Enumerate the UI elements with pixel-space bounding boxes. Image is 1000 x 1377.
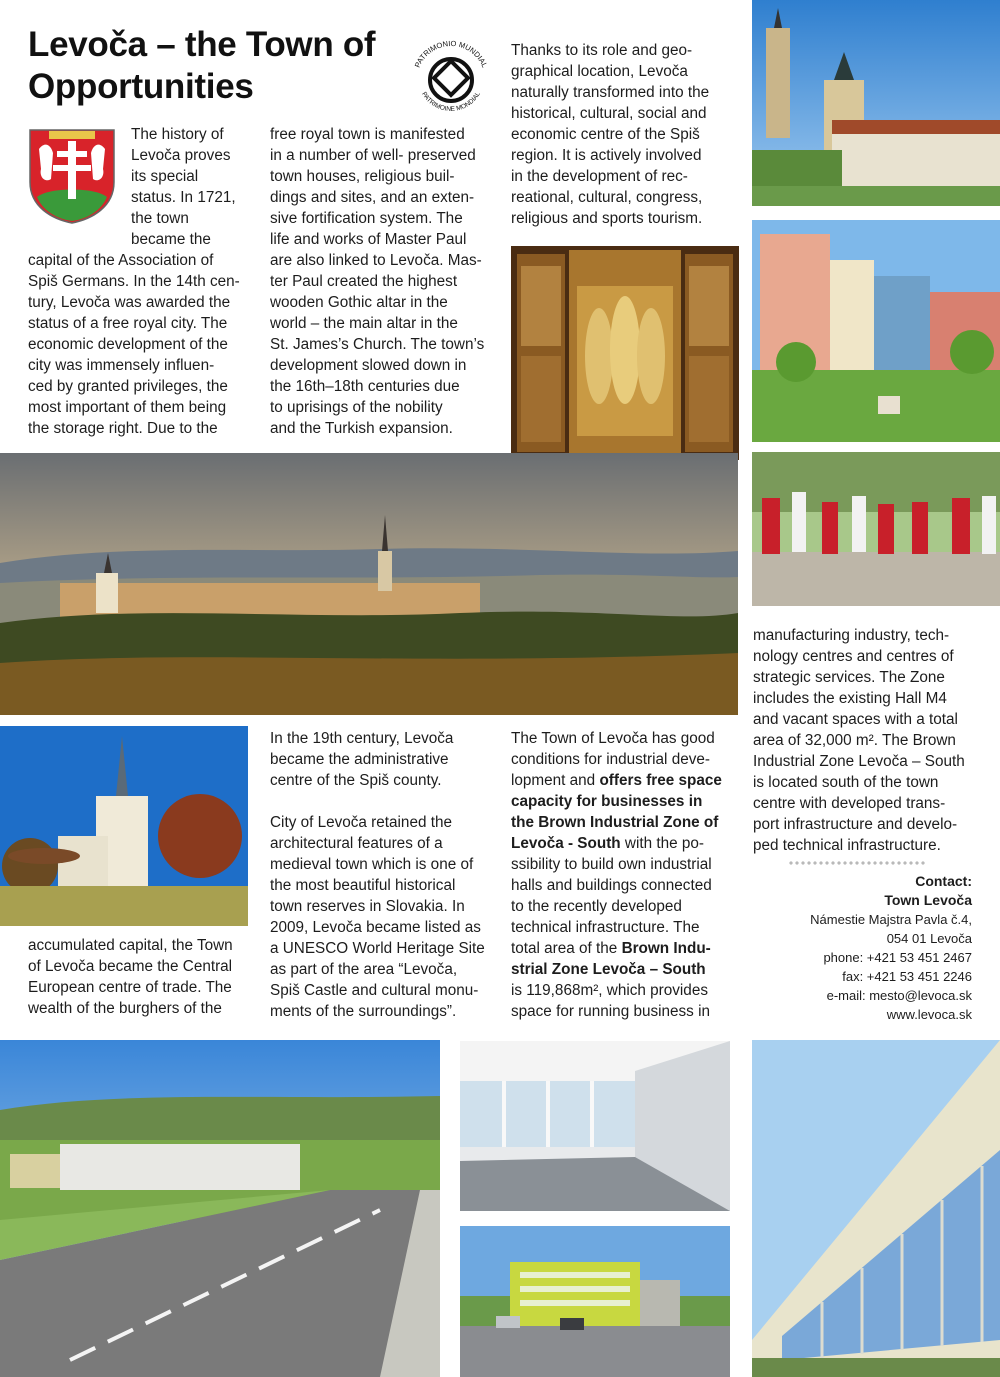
text-line: Spiš Castle and cultural monu- [270, 982, 479, 999]
contact-address-line2: 054 01 Levoča [886, 931, 972, 946]
col2-bottom-b [270, 812, 500, 1022]
text-line: reational, cultural, congress, [511, 189, 703, 206]
text-line: became the [131, 231, 211, 248]
text-line: in a number of well- preserved [270, 147, 476, 164]
town-square-houses-photo [752, 220, 1000, 442]
contact-website[interactable]: www.levoca.sk [886, 1007, 972, 1022]
text-line: ced by granted privileges, the [28, 378, 228, 395]
text-line: City of Levoča retained the [270, 814, 452, 831]
text-line: wooden Gothic altar in the [270, 294, 448, 311]
text-line: accumulated capital, the Town [28, 937, 233, 954]
text-line [511, 959, 743, 980]
text-line: status of a free royal city. The [28, 315, 228, 332]
contact-label: Contact: [915, 873, 972, 889]
text-line: to uprisings of the nobility [270, 399, 443, 416]
folk-dancers-photo [752, 452, 1000, 606]
empty-hall-interior-photo [460, 1041, 730, 1211]
text-line: economic centre of the Spiš [511, 126, 700, 143]
text-line: centre of the Spiš county. [270, 772, 442, 789]
contact-organization: Town Levoča [884, 892, 972, 908]
text-line: wealth of the burghers of the [28, 1000, 222, 1017]
col1-bottom [28, 935, 260, 1019]
text-line: free royal town is manifested [270, 126, 465, 143]
text-span: total area of the [511, 940, 622, 957]
dotted-divider [788, 860, 926, 866]
text-line: is 119,868m², which provides [511, 982, 708, 999]
text-line: region. It is actively involved [511, 147, 702, 164]
text-line: Thanks to its role and geo- [511, 42, 693, 59]
text-line: area of 32,000 m². The Brown [753, 732, 956, 749]
levoca-panorama-photo [0, 453, 738, 715]
text-line: nology centres and centres of [753, 648, 954, 665]
contact-fax: fax: +421 53 451 2246 [842, 969, 972, 984]
glass-hall-facade-photo [752, 1040, 1000, 1377]
col3-top [511, 40, 741, 229]
levoca-coat-of-arms [27, 127, 117, 225]
text-line: are also linked to Levoča. Mas- [270, 252, 482, 269]
text-line: became the administrative [270, 751, 449, 768]
text-line: architectural features of a [270, 835, 443, 852]
col1-top-indented [131, 124, 251, 250]
bold-span: capacity for businesses in [511, 793, 703, 810]
text-line: medieval town which is one of [270, 856, 474, 873]
text-line: In the 19th century, Levoča [270, 730, 454, 747]
text-line: religious and sports tourism. [511, 210, 703, 227]
industrial-zone-road-photo [0, 1040, 440, 1377]
text-line: life and works of Master Paul [270, 231, 467, 248]
page-title: Levoča – the Town of Opportunities [28, 25, 376, 106]
col3-bottom [511, 728, 743, 1022]
text-span: lopment and [511, 772, 600, 789]
text-line: to the recently developed [511, 898, 682, 915]
text-line: of Levoča became the Central [28, 958, 233, 975]
contact-block [732, 872, 972, 1024]
text-line: dings and sites, and an exten- [270, 189, 475, 206]
text-line: and vacant spaces with a total [753, 711, 958, 728]
bold-span: Levoča - South [511, 835, 621, 852]
text-line: strategic services. The Zone [753, 669, 945, 686]
text-line: Spiš Germans. In the 14th cen- [28, 273, 240, 290]
bold-span: the Brown Industrial Zone of [511, 814, 719, 831]
text-line: port infrastructure and develo- [753, 816, 958, 833]
unesco-top-text: PATRIMONIO MUNDIAL [412, 38, 490, 69]
text-line: town reserves in Slovakia. In [270, 898, 465, 915]
text-line: tury, Levoča was awarded the [28, 294, 231, 311]
text-line [511, 812, 743, 833]
text-line: most important of them being [28, 399, 227, 416]
text-line: graphical location, Levoča [511, 63, 688, 80]
unesco-bottom-text: PATRIMOINE MONDIAL [420, 90, 482, 114]
contact-address-line1: Námestie Majstra Pavla č.4, [810, 912, 972, 927]
text-line: world – the main altar in the [270, 315, 458, 332]
text-line [511, 770, 743, 791]
basilica-photo [0, 726, 248, 926]
text-line: ments of the surroundings”. [270, 1003, 457, 1020]
svg-text:PATRIMONIO MUNDIAL [413, 39, 490, 69]
text-line: and the Turkish expansion. [270, 420, 453, 437]
gothic-altar-photo [511, 246, 739, 460]
text-line: economic development of the [28, 336, 228, 353]
col2-top [270, 124, 500, 439]
text-line: Levoča proves [131, 147, 231, 164]
col4-mid [753, 625, 983, 856]
text-line: sive fortification system. The [270, 210, 463, 227]
text-line: ssibility to build own industrial [511, 856, 712, 873]
text-line: status. In 1721, [131, 189, 236, 206]
text-line: technical infrastructure. The [511, 919, 700, 936]
text-line: ped technical infrastructure. [753, 837, 941, 854]
text-line: historical, cultural, social and [511, 105, 707, 122]
bold-span: strial Zone Levoča – South [511, 961, 706, 978]
text-line: centre with developed trans- [753, 795, 946, 812]
text-line: its special [131, 168, 199, 185]
text-line [511, 791, 743, 812]
text-line: city was immensely influen- [28, 357, 215, 374]
text-line: the town [131, 210, 189, 227]
text-line: in the development of rec- [511, 168, 688, 185]
text-span: with the po- [620, 835, 704, 852]
st-james-church-photo [752, 0, 1000, 206]
contact-email[interactable]: e-mail: mesto@levoca.sk [826, 988, 972, 1003]
text-line: manufacturing industry, tech- [753, 627, 950, 644]
text-line: naturally transformed into the [511, 84, 710, 101]
text-line [511, 833, 743, 854]
text-line: the storage right. Due to the [28, 420, 218, 437]
text-line: halls and buildings connected [511, 877, 712, 894]
text-line: a UNESCO World Heritage Site [270, 940, 485, 957]
bold-span: offers free space [599, 772, 722, 789]
text-line [511, 938, 743, 959]
col2-bottom-a [270, 728, 500, 791]
text-line: European centre of trade. The [28, 979, 232, 996]
text-line: The history of [131, 126, 224, 143]
text-line: development slowed down in [270, 357, 467, 374]
text-line: is located south of the town [753, 774, 939, 791]
text-line: capital of the Association of [28, 252, 214, 269]
text-line: the most beautiful historical [270, 877, 456, 894]
text-line: Industrial Zone Levoča – South [753, 753, 965, 770]
text-line: as part of the area “Levoča, [270, 961, 458, 978]
text-line: St. James’s Church. The town’s [270, 336, 485, 353]
bold-span: Brown Indu- [621, 940, 711, 957]
col1-top-rest [28, 250, 258, 439]
text-line: the 16th–18th centuries due [270, 378, 460, 395]
contact-phone: phone: +421 53 451 2467 [823, 950, 972, 965]
text-line: town houses, religious buil- [270, 168, 455, 185]
unesco-world-heritage-emblem [403, 32, 499, 128]
text-line: ter Paul created the highest [270, 273, 458, 290]
text-line: The Town of Levoča has good [511, 730, 715, 747]
green-building-parking-photo [460, 1226, 730, 1377]
text-line: conditions for industrial deve- [511, 751, 710, 768]
text-line: space for running business in [511, 1003, 710, 1020]
text-line: includes the existing Hall M4 [753, 690, 947, 707]
text-line: 2009, Levoča became listed as [270, 919, 481, 936]
